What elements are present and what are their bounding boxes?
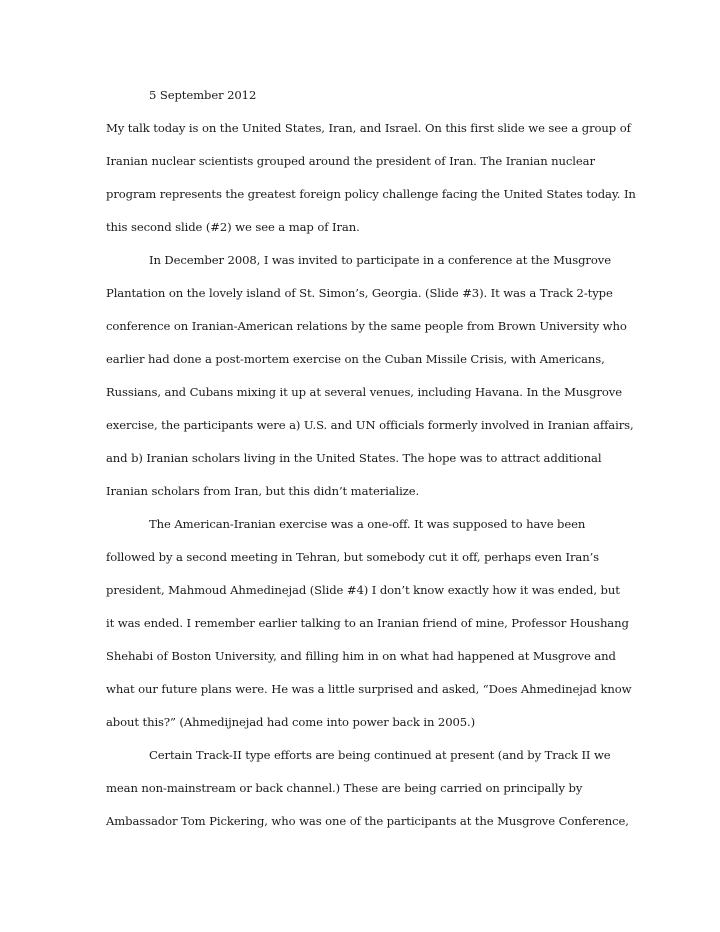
text-line: Plantation on the lovely island of St. Simon’s, Georgia. (Slide #3). It was a Track 2-type bbox=[106, 286, 613, 300]
text-line: what our future plans were. He was a little surprised and asked, “Does Ahmedinejad know bbox=[106, 682, 632, 696]
text-line: earlier had done a post-mortem exercise on the Cuban Missile Crisis, with Americans, bbox=[106, 352, 605, 366]
text-line: this second slide (#2) we see a map of Iran. bbox=[106, 220, 360, 234]
text-line: president, Mahmoud Ahmedinejad (Slide #4) I don’t know exactly how it was ended, but bbox=[106, 583, 620, 597]
text-line: conference on Iranian-American relations by the same people from Brown University who bbox=[106, 319, 627, 333]
text-line: mean non-mainstream or back channel.) These are being carried on principally by bbox=[106, 781, 583, 795]
text-line: exercise, the participants were a) U.S. and UN officials formerly involved in Iranian affairs, bbox=[106, 418, 634, 432]
text-line: followed by a second meeting in Tehran, but somebody cut it off, perhaps even Iran’s bbox=[106, 550, 600, 564]
text-line: Certain Track-II type efforts are being continued at present (and by Track II we bbox=[149, 748, 611, 762]
text-line: Iranian scholars from Iran, but this didn’t materialize. bbox=[106, 484, 420, 498]
text-line: it was ended. I remember earlier talking to an Iranian friend of mine, Professor Houshang bbox=[106, 616, 629, 630]
text-line: In December 2008, I was invited to participate in a conference at the Musgrove bbox=[149, 253, 611, 267]
text-line: program represents the greatest foreign policy challenge facing the United States today. In bbox=[106, 187, 636, 201]
text-line: Russians, and Cubans mixing it up at several venues, including Havana. In the Musgrove bbox=[106, 385, 622, 399]
text-line: Shehabi of Boston University, and filling him in on what had happened at Musgrove and bbox=[106, 649, 616, 663]
text-line: Iranian nuclear scientists grouped around the president of Iran. The Iranian nuclear bbox=[106, 154, 595, 168]
document-lines bbox=[106, 117, 666, 843]
text-line: My talk today is on the United States, Iran, and Israel. On this first slide we see a group of bbox=[106, 121, 631, 135]
document-date: 5 September 2012 bbox=[149, 88, 257, 102]
text-line: about this?” (Ahmedijnejad had come into power back in 2005.) bbox=[106, 715, 476, 729]
text-line: The American-Iranian exercise was a one-off. It was supposed to have been bbox=[149, 517, 586, 531]
text-line: Ambassador Tom Pickering, who was one of the participants at the Musgrove Conference, bbox=[106, 814, 629, 828]
text-line: and b) Iranian scholars living in the United States. The hope was to attract additional bbox=[106, 451, 602, 465]
document-body bbox=[106, 84, 666, 843]
